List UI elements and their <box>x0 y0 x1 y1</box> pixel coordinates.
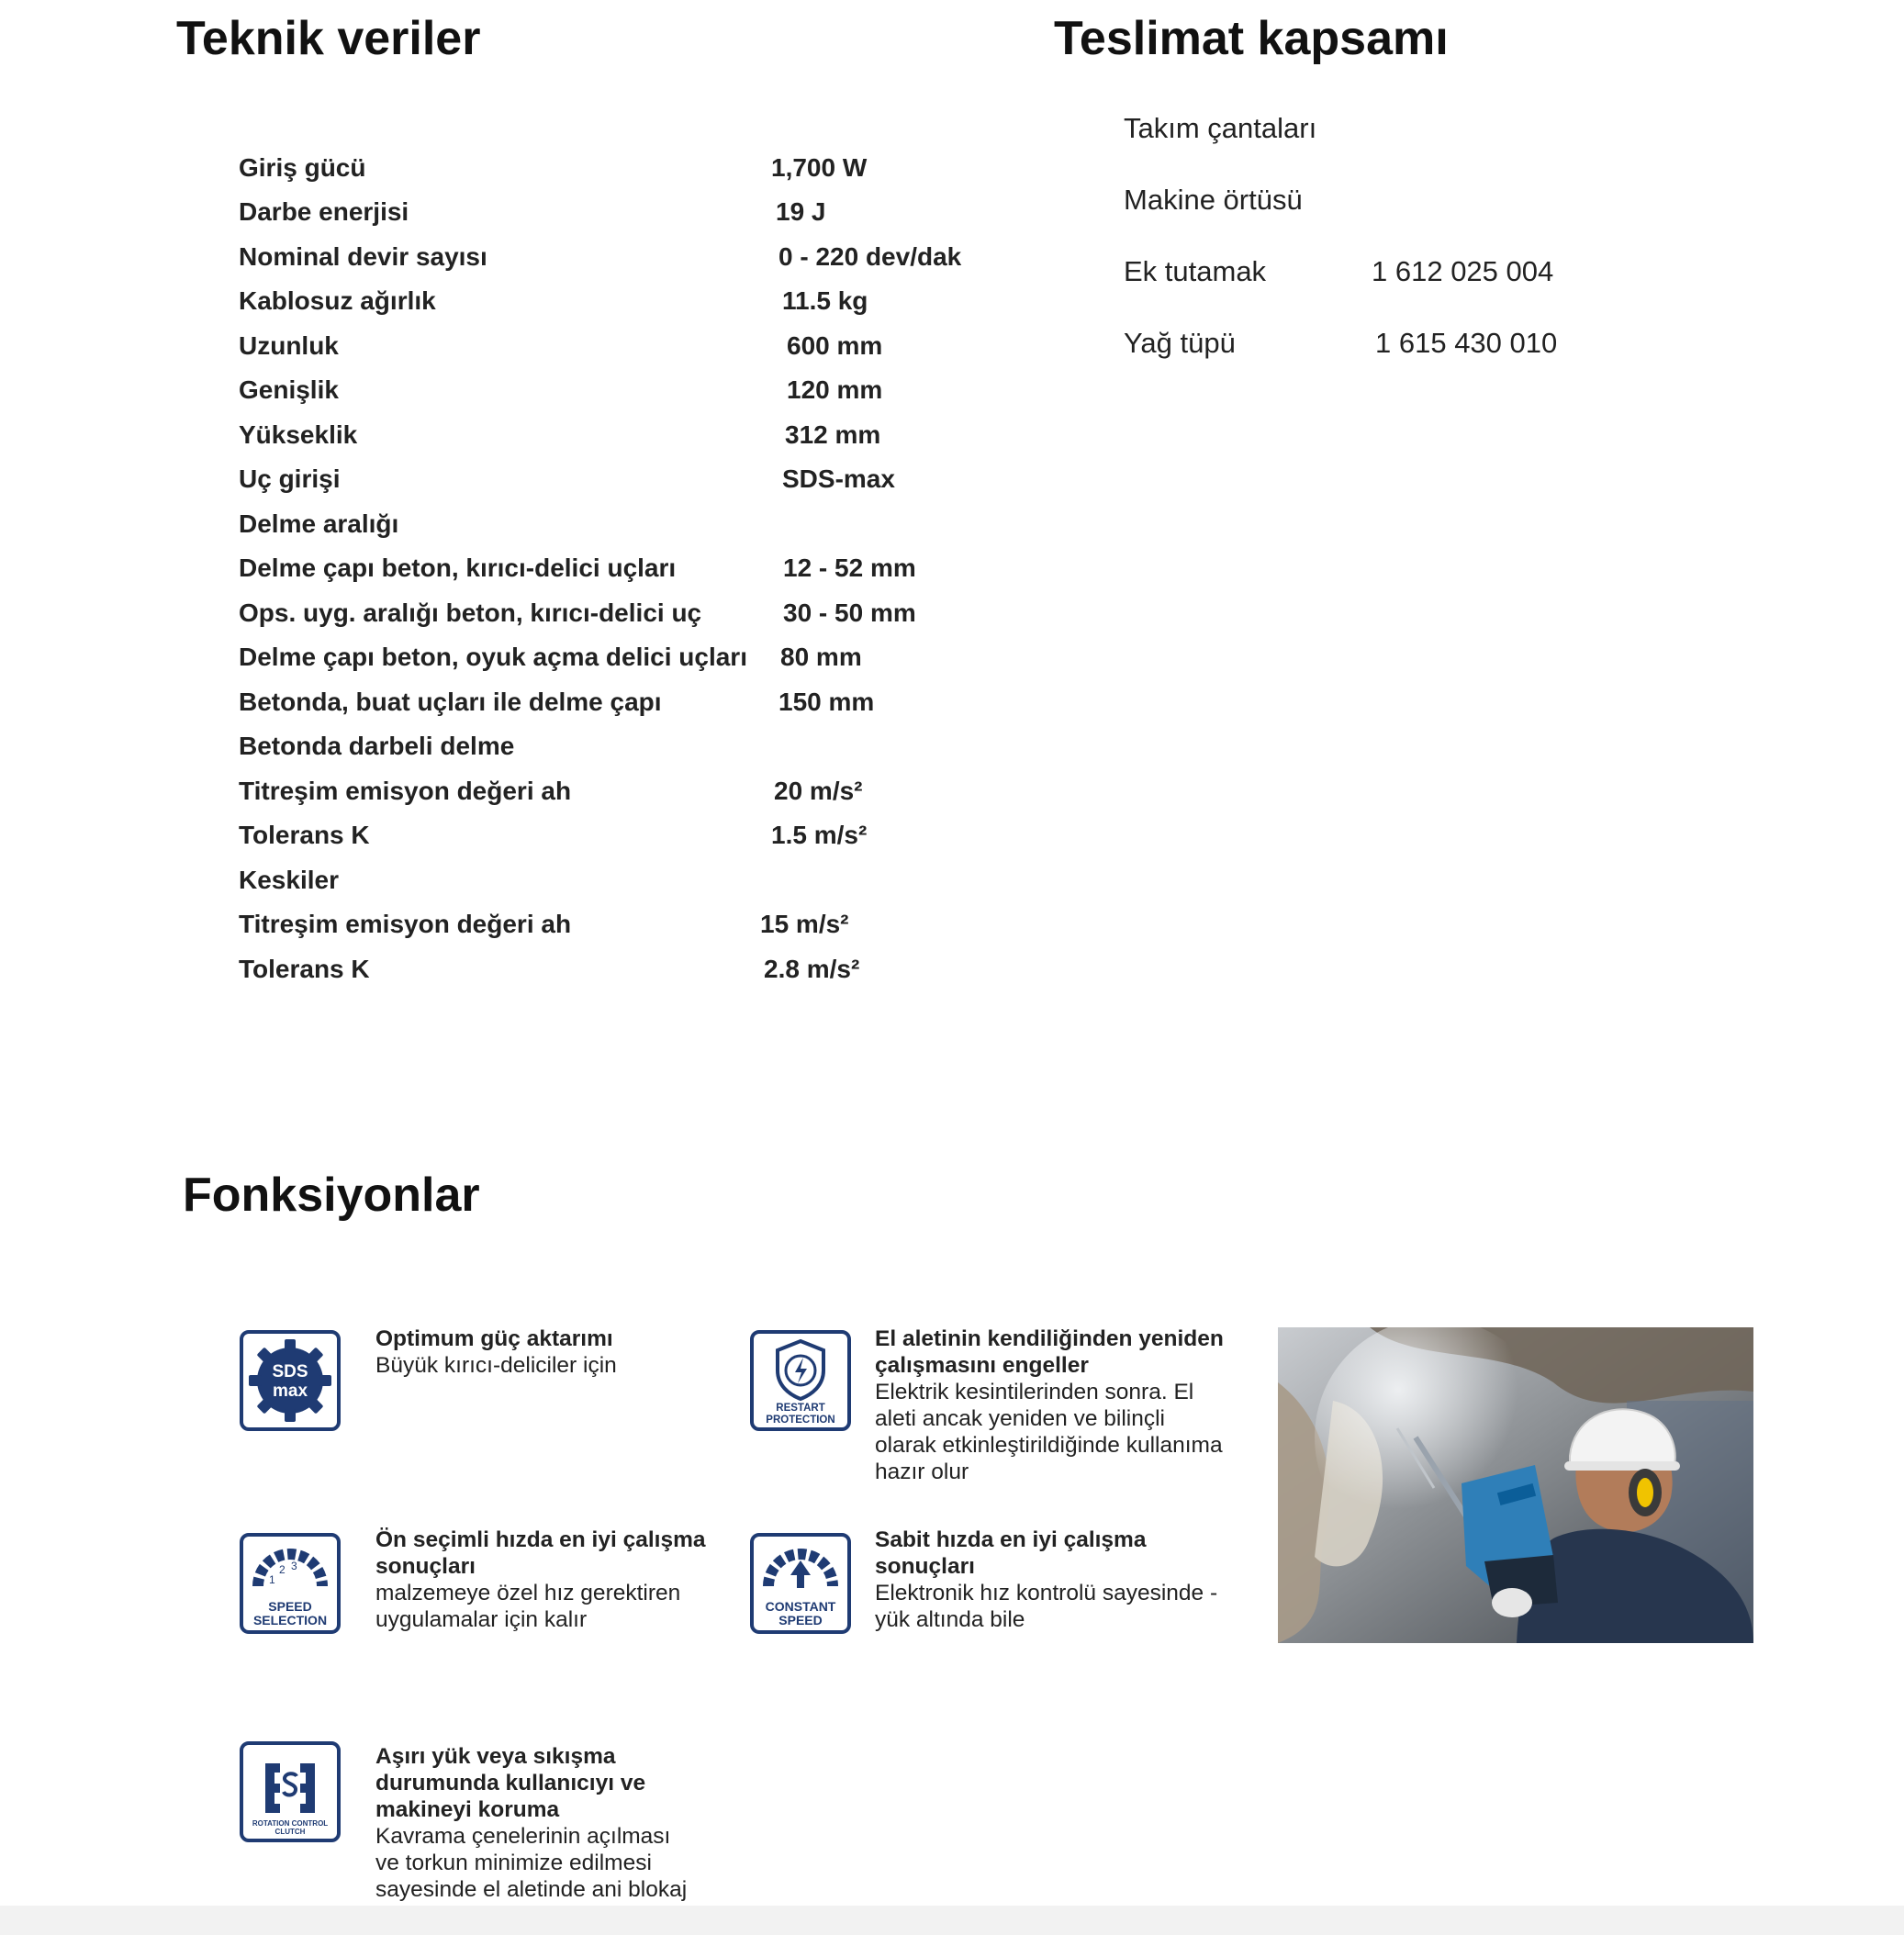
delivery-item-label: Makine örtüsü <box>1124 184 1303 216</box>
specs-title: Teknik veriler <box>176 12 481 65</box>
delivery-item <box>1124 184 1303 217</box>
delivery-item <box>1124 255 1554 288</box>
feature-desc: Elektronik hız kontrolü sayesinde - yük altında bile <box>875 1581 1218 1632</box>
spec-label: Nominal devir sayısı <box>239 242 487 271</box>
delivery-title: Teslimat kapsamı <box>1054 12 1449 65</box>
svg-text:1: 1 <box>269 1573 275 1586</box>
speed-selection-icon <box>240 1533 341 1634</box>
icon-text: SELECTION <box>252 1613 328 1627</box>
feature-title: Optimum güç aktarımı <box>375 1326 613 1351</box>
icon-text: PROTECTION <box>766 1415 835 1426</box>
icon-text: CONSTANT <box>765 1599 836 1614</box>
spec-label: Kablosuz ağırlık <box>239 286 436 315</box>
spec-label: Uç girişi <box>239 464 341 493</box>
spec-value: 15 m/s² <box>760 910 849 938</box>
spec-value: 150 mm <box>778 688 875 716</box>
icon-text: RESTART <box>776 1403 825 1414</box>
spec-value: 12 - 52 mm <box>783 554 916 582</box>
delivery-item-label: Ek tutamak <box>1124 255 1267 287</box>
feature-title: Aşırı yük veya sıkışma durumunda kullanıcıyı ve makineyi koruma <box>375 1744 646 1822</box>
feature-desc: Büyük kırıcı-deliciler için <box>375 1353 617 1378</box>
svg-text:2: 2 <box>279 1563 286 1576</box>
sds-max-icon <box>240 1330 341 1431</box>
spec-label: Betonda, buat uçları ile delme çapı <box>239 688 662 716</box>
spec-value: 120 mm <box>787 375 883 404</box>
icon-text: max <box>272 1381 308 1401</box>
delivery-item-code: 1 612 025 004 <box>1372 255 1554 287</box>
feature-text <box>875 1527 1224 1633</box>
feature-text <box>375 1325 724 1379</box>
spec-value: 11.5 kg <box>782 286 868 315</box>
spec-value: 20 m/s² <box>774 777 863 805</box>
spec-label: Yükseklik <box>239 420 358 449</box>
spec-value: 600 mm <box>787 331 883 360</box>
functions-title: Fonksiyonlar <box>183 1169 480 1222</box>
feature-desc: Kavrama çenelerinin açılması ve torkun minimize edilmesi sayesinde el aletinde ani blokaj <box>375 1824 688 1902</box>
delivery-item-label: Takım çantaları <box>1124 112 1317 144</box>
spec-label: Keskiler <box>239 866 339 894</box>
spec-label: Titreşim emisyon değeri ah <box>239 777 572 805</box>
spec-label: Delme aralığı <box>239 509 399 538</box>
spec-label: Delme çapı beton, kırıcı-delici uçları <box>239 554 677 582</box>
spec-value: 0 - 220 dev/dak <box>778 242 962 271</box>
icon-text: SPEED <box>778 1613 823 1627</box>
spec-label: Tolerans K <box>239 955 370 983</box>
spec-value: 1.5 m/s² <box>771 821 868 849</box>
feature-desc: Elektrik kesintilerinden sonra. El aleti ancak yeniden ve bilinçli olarak etkinleştirildiğinde kullanıma hazır olur <box>875 1380 1223 1484</box>
restart-protection-icon <box>750 1330 851 1431</box>
delivery-item <box>1124 112 1316 145</box>
spec-label: Genişlik <box>239 375 339 404</box>
delivery-item-code: 1 615 430 010 <box>1375 327 1558 359</box>
delivery-item-label: Yağ tüpü <box>1124 327 1236 359</box>
spec-value: 1,700 W <box>771 153 868 182</box>
spec-label: Betonda darbeli delme <box>239 732 515 760</box>
spec-value: 2.8 m/s² <box>764 955 860 983</box>
spec-label: Titreşim emisyon değeri ah <box>239 910 572 938</box>
feature-text <box>875 1325 1224 1485</box>
spec-value: 30 - 50 mm <box>783 598 916 627</box>
spec-label: Delme çapı beton, oyuk açma delici uçları <box>239 643 747 671</box>
spec-value: 19 J <box>776 197 826 226</box>
spec-label: Darbe enerjisi <box>239 197 409 226</box>
page-bottom-strip <box>0 1906 1904 1935</box>
worker-drilling-photo <box>1278 1327 1753 1643</box>
icon-text: CLUTCH <box>274 1828 306 1836</box>
feature-title: Sabit hızda en iyi çalışma sonuçları <box>875 1527 1147 1579</box>
spec-label: Giriş gücü <box>239 153 366 182</box>
feature-text <box>375 1743 688 1929</box>
feature-title: El aletinin kendiliğinden yeniden çalışmasını engeller <box>875 1326 1224 1378</box>
spec-value: SDS-max <box>782 464 895 493</box>
icon-text: ROTATION CONTROL <box>252 1819 329 1828</box>
icon-text: SDS <box>272 1362 308 1381</box>
spec-label: Uzunluk <box>239 331 339 360</box>
spec-value: 312 mm <box>785 420 881 449</box>
feature-text <box>375 1527 734 1633</box>
delivery-item <box>1124 327 1558 360</box>
icon-text: SPEED <box>268 1599 312 1614</box>
rotation-control-clutch-icon <box>240 1741 341 1842</box>
svg-text:3: 3 <box>291 1560 297 1572</box>
feature-desc: malzemeye özel hız gerektiren uygulamalar için kalır <box>375 1581 681 1632</box>
feature-title: Ön seçimli hızda en iyi çalışma sonuçları <box>375 1527 706 1579</box>
spec-label: Ops. uyg. aralığı beton, kırıcı-delici uç <box>239 598 702 627</box>
spec-label: Tolerans K <box>239 821 370 849</box>
spec-value: 80 mm <box>780 643 862 671</box>
constant-speed-icon <box>750 1533 851 1634</box>
